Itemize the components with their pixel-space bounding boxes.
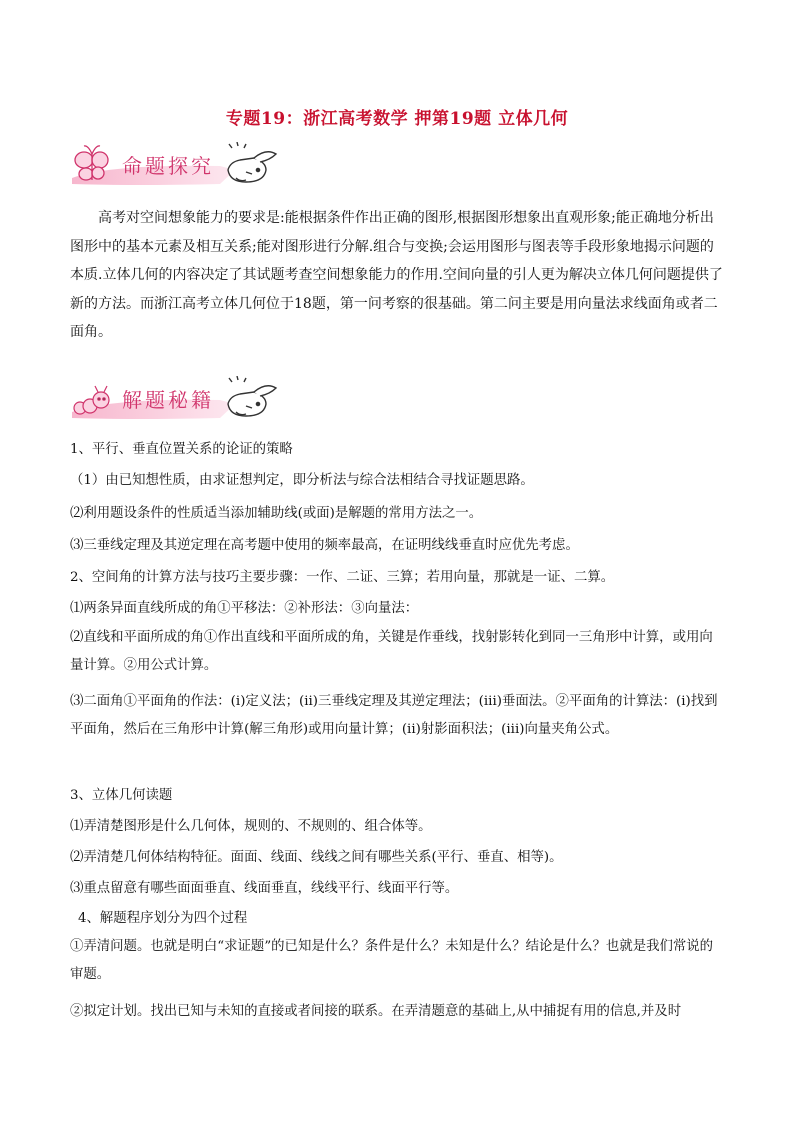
banner-label: 解题秘籍 xyxy=(122,388,214,412)
section-1-item-2: ⑵利用题设条件的性质适当添加辅助线(或面)是解题的常用方法之一。 xyxy=(70,506,483,521)
section-1-heading: 1、平行、垂直位置关系的论证的策略 xyxy=(70,442,293,457)
section-4-item-1: ①弄清问题。也就是明白“求证题”的已知是什么？条件是什么？未知是什么？结论是什么？也就是我们常说的审题。 xyxy=(70,939,714,982)
section-banner-tips xyxy=(70,376,285,422)
section-4-heading: 4、解题程序划分为四个过程 xyxy=(78,911,248,926)
section-1-item-1: （1）由已知想性质，由求证想判定，即分析法与综合法相结合寻找证题思路。 xyxy=(70,473,534,488)
section-4-item-2: ②拟定计划。找出已知与未知的直接或者间接的联系。在弄清题意的基础上,从中捕捉有用的信息,并及时 xyxy=(70,1004,682,1019)
section-3-heading: 3、立体几何读题 xyxy=(70,788,173,803)
section-2-item-2: ⑵直线和平面所成的角①作出直线和平面所成的角，关键是作垂线，找射影转化到同一三角形中计算，或用向量计算。②用公式计算。 xyxy=(70,630,713,673)
bunny-icon xyxy=(228,142,276,182)
butterfly-icon xyxy=(75,146,108,180)
section-3-item-2: ⑵弄清楚几何体结构特征。面面、线面、线线之间有哪些关系(平行、垂直、相等)。 xyxy=(70,850,563,865)
banner-label: 命题探究 xyxy=(122,154,214,178)
section-1-item-3: ⑶三垂线定理及其逆定理在高考题中使用的频率最高，在证明线线垂直时应优先考虑。 xyxy=(70,538,579,553)
bunny-icon xyxy=(228,376,276,416)
intro-paragraph: 高考对空间想象能力的要求是:能根据条件作出正确的图形,根据图形想象出直观形象;能正确地分析出图形中的基本元素及相互关系;能对图形进行分解.组合与变换;会运用图形与图表等手段形象地揭示问题的本质.立体几何的内容决定了其试题考查空间想象能力的作用.空间向量的引人更为解决立体几何问题提供了新的方法。而浙江高考立体几何位于18题，第一问考察的很基础。第二问主要是用向量法求线面角或者二面角。 xyxy=(70,210,723,341)
section-3-item-3: ⑶重点留意有哪些面面垂直、线面垂直，线线平行、线面平行等。 xyxy=(70,881,459,896)
section-2-item-1: ⑴两条异面直线所成的角①平移法：②补形法：③向量法： xyxy=(70,601,419,616)
page-title: 专题19：浙江高考数学 押第19题 立体几何 xyxy=(225,109,569,129)
section-2-item-3: ⑶二面角①平面角的作法：(i)定义法；(ii)三垂线定理及其逆定理法；(iii)垂面法。②平面角的计算法：(i)找到平面角，然后在三角形中计算(解三角形)或用向量计算；(ii)射影面积法；(iii)向量夹角公式。 xyxy=(70,694,718,737)
section-3-item-1: ⑴弄清楚图形是什么几何体，规则的、不规则的、组合体等。 xyxy=(70,819,432,834)
section-banner-proposition xyxy=(70,142,285,188)
section-2-heading: 2、空间角的计算方法与技巧主要步骤：一作、二证、三算；若用向量，那就是一证、二算。 xyxy=(70,570,615,585)
